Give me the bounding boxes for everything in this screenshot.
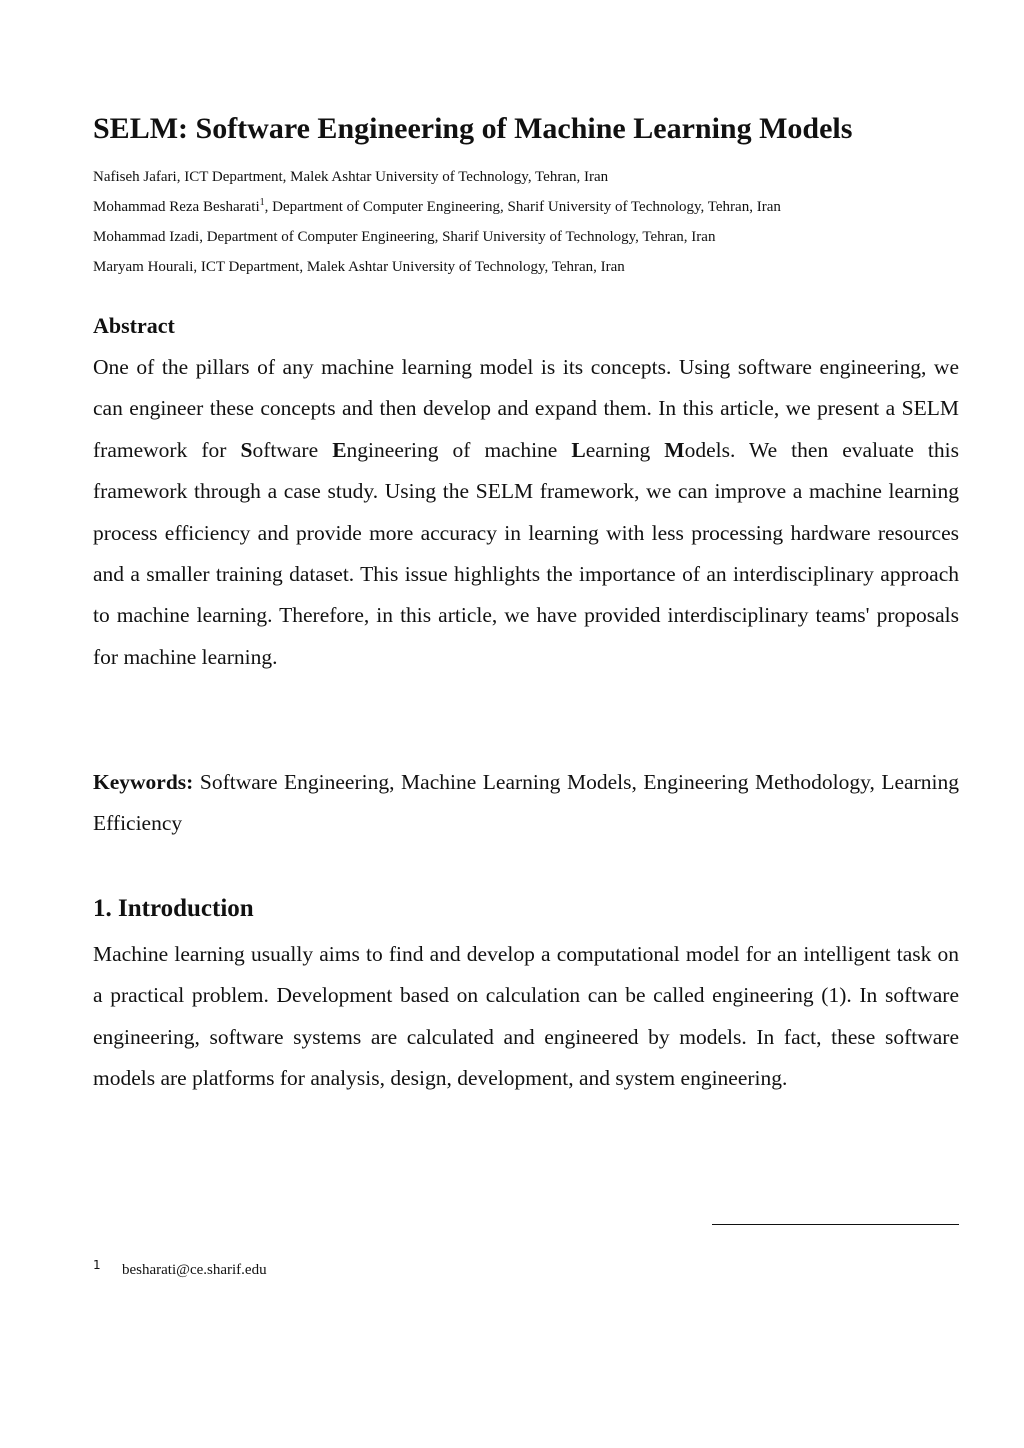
author-line [93, 192, 959, 222]
author-list [93, 162, 959, 282]
introduction-body: Machine learning usually aims to find and develop a computational model for an intelligent task on a practical problem. Development based on calculation can be called engineering (1). In software engineering, software systems are calculated and engineered by models. In fact, these software models are platforms for analysis, design, development, and system engineering. [93, 942, 959, 1091]
keywords [93, 762, 959, 845]
author-line [93, 252, 959, 282]
author-affiliation: , ICT Department, Malek Ashtar University of Technology, Tehran, Iran [193, 259, 625, 275]
footnote-number: 1 [93, 1258, 101, 1272]
author-line [93, 162, 959, 192]
author-affiliation: , ICT Department, Malek Ashtar University of Technology, Tehran, Iran [176, 169, 609, 185]
author-name: Maryam Hourali [93, 259, 194, 275]
abstract-text: oftware [252, 437, 333, 462]
author-name: Mohammad Reza Besharati [93, 199, 260, 215]
footnote-divider [712, 1224, 959, 1225]
paper-title: SELM: Software Engineering of Machine Learning Models [93, 112, 853, 145]
acronym-letter: E [332, 437, 347, 462]
keywords-label: Keywords: [93, 770, 194, 794]
acronym-letter: L [571, 437, 586, 462]
author-name: Mohammad Izadi [93, 229, 200, 245]
introduction-heading: 1. Introduction [93, 895, 254, 922]
keywords-text: Software Engineering, Machine Learning Models, Engineering Methodology, Learning Efficiency [93, 770, 959, 836]
footnote [93, 1252, 267, 1283]
abstract-heading: Abstract [93, 313, 175, 338]
abstract-text: ngineering of machine [346, 437, 572, 462]
author-affiliation: , Department of Computer Engineering, Sharif University of Technology, Tehran, Iran [199, 229, 716, 245]
acronym-letter: M [664, 437, 685, 462]
acronym-letter: S [240, 437, 253, 462]
author-name: Nafiseh Jafari [93, 169, 177, 185]
author-line [93, 222, 959, 252]
abstract-body [93, 347, 959, 678]
abstract-text: One of the pillars of any machine learning model is its concepts. Using software engineering, we can engineer these concepts and then develop and expand them. In this article, we present a SELM framework for [93, 355, 959, 462]
abstract-text: earning [585, 437, 665, 462]
author-affiliation: , Department of Computer Engineering, Sharif University of Technology, Tehran, Iran [264, 199, 781, 215]
footnote-email: besharati@ce.sharif.edu [122, 1262, 267, 1278]
abstract-text: odels. We then evaluate this framework through a case study. Using the SELM framework, we can improve a machine learning process efficiency and provide more accuracy in learning with less processing hardware resources and a smaller training dataset. This issue highlights the importance of an interdisciplinary approach to machine learning. Therefore, in this article, we have provided interdisciplinary teams' proposals for machine learning. [93, 437, 959, 669]
footnote-marker: 1 [259, 197, 265, 208]
